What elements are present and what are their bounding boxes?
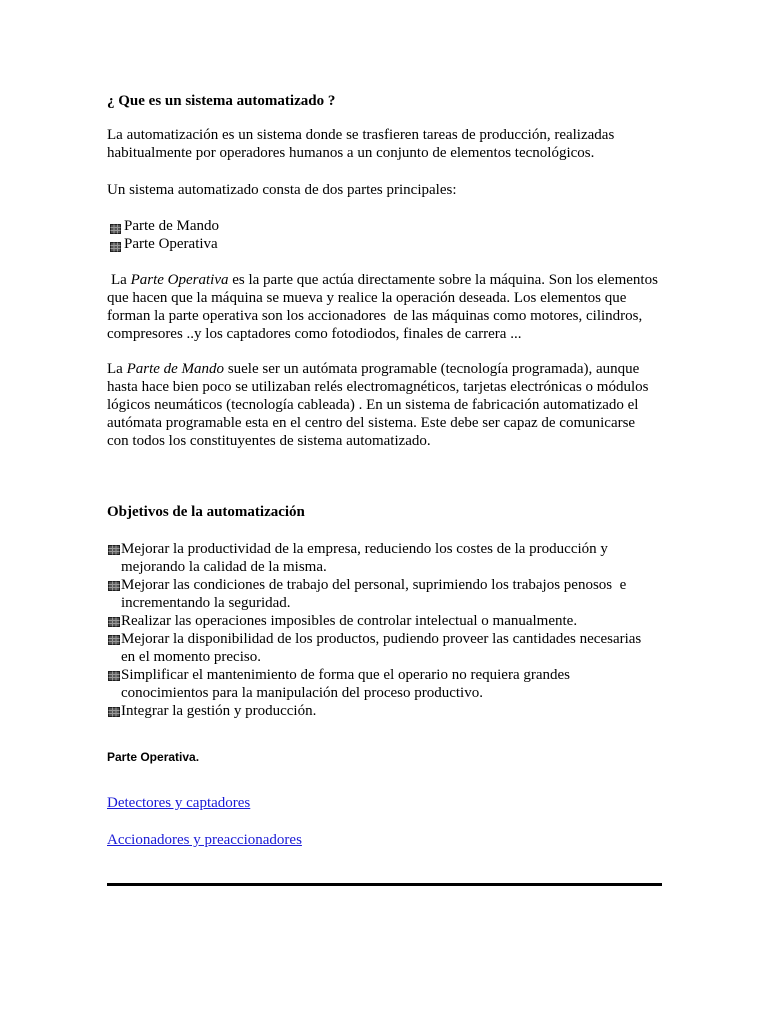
paragraph-text: La <box>107 361 127 377</box>
term-parte-operativa: Parte Operativa <box>130 272 229 288</box>
horizontal-rule <box>107 883 662 886</box>
paragraph-line: hasta hace bien poco se utilizaban relés electromagnéticos, tarjetas electrónicas o módulos <box>107 379 649 395</box>
paragraph-line: lógicos neumáticos (tecnología cableada) . En un sistema de fabricación automatizado el <box>107 397 639 413</box>
list-item <box>107 702 707 720</box>
list-item-line: Integrar la gestión y producción. <box>121 703 317 719</box>
list-item <box>107 540 707 576</box>
list-item <box>107 630 707 666</box>
list-item <box>107 217 707 235</box>
list-item-line: conocimientos para la manipulación del proceso productivo. <box>121 685 483 701</box>
paragraph-line: La automatización es un sistema donde se trasfieren tareas de producción, realizadas <box>107 127 615 143</box>
list-item-line: incrementando la seguridad. <box>121 595 291 611</box>
list-item-line: en el momento preciso. <box>121 649 261 665</box>
paragraph-line: con todos los constituyentes de sistema automatizado. <box>107 433 431 449</box>
link-detectores-y-captadores[interactable]: Detectores y captadores <box>107 795 251 811</box>
list-item <box>107 612 707 630</box>
paragraph-line: autómata programable esta en el centro del sistema. Este debe ser capaz de comunicarse <box>107 415 636 431</box>
parte-mando-paragraph <box>107 360 707 450</box>
grid-bullet-icon <box>108 581 119 591</box>
paragraph-line: que hacen que la máquina se mueva y realice la operación deseada. Los elementos que <box>107 290 627 306</box>
list-item <box>107 235 707 253</box>
list-item-line: Mejorar la disponibilidad de los productos, pudiendo proveer las cantidades necesarias <box>121 631 642 647</box>
paragraph-text: suele ser un autómata programable (tecnología programada), aunque <box>224 361 640 377</box>
list-item <box>107 576 707 612</box>
grid-bullet-icon <box>108 635 119 645</box>
objectives-heading: Objetivos de la automatización <box>107 504 305 520</box>
grid-bullet-icon <box>110 224 121 234</box>
paragraph-line <box>107 271 707 289</box>
grid-bullet-icon <box>110 242 121 252</box>
paragraph-line: forman la parte operativa son los accionadores de las máquinas como motores, cilindros, <box>107 308 643 324</box>
grid-bullet-icon <box>108 671 119 681</box>
list-item-label: Parte de Mando <box>124 218 219 234</box>
list-item-line: Mejorar la productividad de la empresa, reduciendo los costes de la producción y <box>121 541 608 557</box>
term-parte-de-mando: Parte de Mando <box>126 361 225 377</box>
list-item <box>107 666 707 702</box>
parts-list <box>107 217 707 253</box>
section-title: ¿ Que es un sistema automatizado ? <box>107 93 336 109</box>
grid-bullet-icon <box>108 617 119 627</box>
objectives-list <box>107 540 707 720</box>
list-item-label: Parte Operativa <box>124 236 218 252</box>
paragraph-text: es la parte que actúa directamente sobre la máquina. Son los elementos <box>228 272 658 288</box>
definition-paragraph <box>107 126 707 162</box>
paragraph-line: compresores ..y los captadores como fotodiodos, finales de carrera ... <box>107 326 522 342</box>
parte-operativa-heading: Parte Operativa. <box>107 750 200 764</box>
list-item-line: Realizar las operaciones imposibles de controlar intelectual o manualmente. <box>121 613 578 629</box>
parts-intro-text: Un sistema automatizado consta de dos partes principales: <box>107 182 457 198</box>
list-item-line: mejorando la calidad de la misma. <box>121 559 327 575</box>
parte-operativa-paragraph <box>107 271 707 343</box>
list-item-line: Simplificar el mantenimiento de forma que el operario no requiera grandes <box>121 667 570 683</box>
paragraph-text: La <box>111 272 131 288</box>
list-item-line: Mejorar las condiciones de trabajo del personal, suprimiendo los trabajos penosos e <box>121 577 627 593</box>
link-accionadores-y-preaccionadores[interactable]: Accionadores y preaccionadores <box>107 832 302 848</box>
paragraph-line <box>107 360 707 378</box>
grid-bullet-icon <box>108 545 119 555</box>
grid-bullet-icon <box>108 707 119 717</box>
paragraph-line: habitualmente por operadores humanos a un conjunto de elementos tecnológicos. <box>107 145 595 161</box>
